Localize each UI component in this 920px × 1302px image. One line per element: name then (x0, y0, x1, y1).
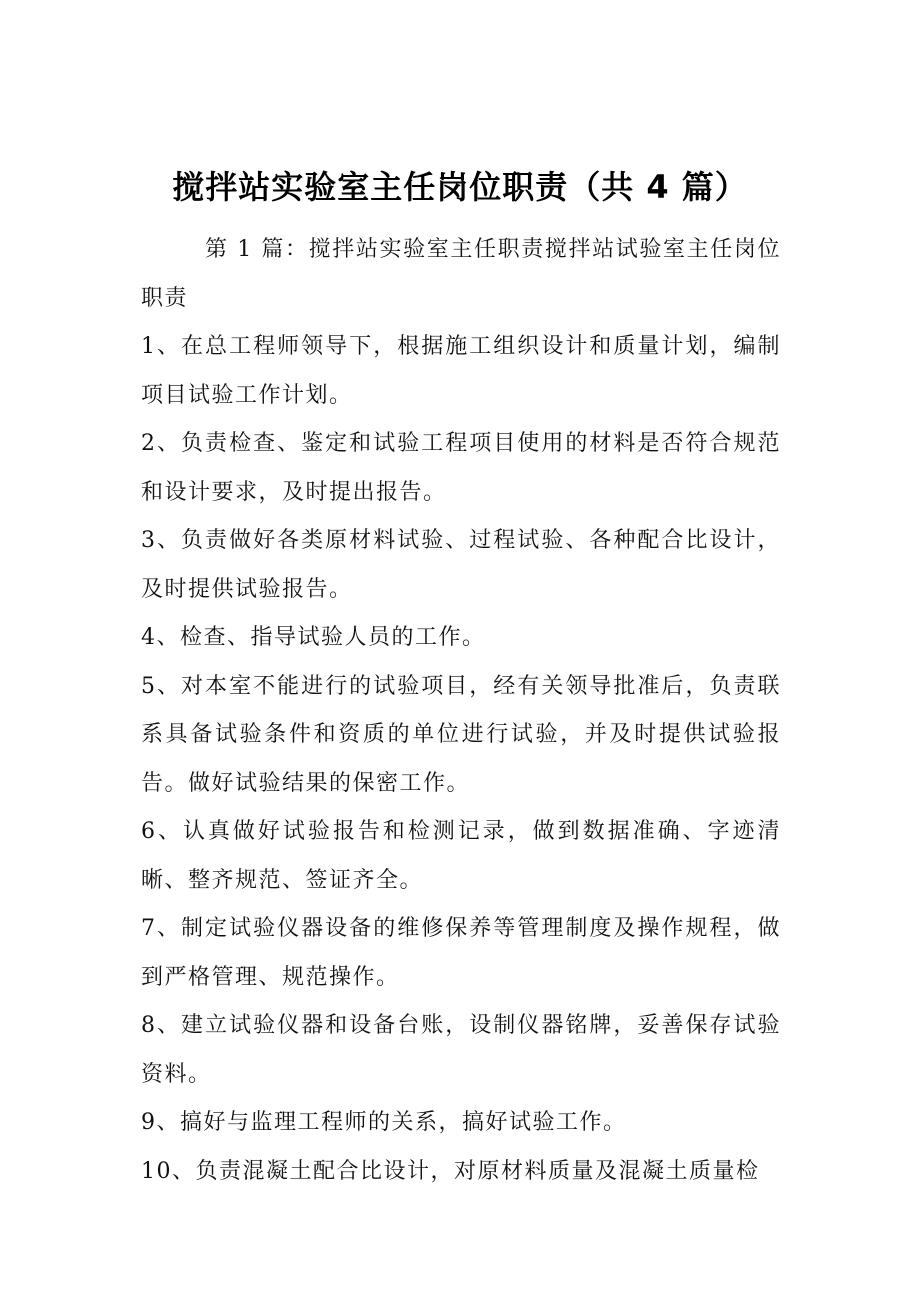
duty-item-10: 10、负责混凝土配合比设计，对原材料质量及混凝土质量检 (141, 1158, 760, 1184)
duty-item-7: 7、制定试验仪器设备的维修保养等管理制度及操作规程，做到严格管理、规范操作。 (141, 916, 781, 990)
duty-item-3: 3、负责做好各类原材料试验、过程试验、各种配合比设计，及时提供试验报告。 (141, 528, 781, 602)
document-title: 搅拌站实验室主任岗位职责（共 4 篇） (172, 168, 748, 207)
duty-item-8: 8、建立试验仪器和设备台账，设制仪器铭牌，妥善保存试验资料。 (141, 1013, 781, 1087)
duty-item-1: 1、在总工程师领导下，根据施工组织设计和质量计划，编制项目试验工作计划。 (141, 334, 781, 408)
duty-item-4: 4、检查、指导试验人员的工作。 (141, 625, 486, 650)
document-body (141, 226, 781, 1196)
duty-item-9: 9、搞好与监理工程师的关系，搞好试验工作。 (141, 1110, 627, 1135)
duty-item-2: 2、负责检查、鉴定和试验工程项目使用的材料是否符合规范和设计要求，及时提出报告。 (141, 431, 781, 505)
duty-item-6: 6、认真做好试验报告和检测记录，做到数据准确、字迹清晰、整齐规范、签证齐全。 (141, 819, 781, 893)
duty-item-5: 5、对本室不能进行的试验项目，经有关领导批准后，负责联系具备试验条件和资质的单位进行试验，并及时提供试验报告。做好试验结果的保密工作。 (141, 673, 781, 796)
section-heading-paragraph: 第 1 篇：搅拌站实验室主任职责搅拌站试验室主任岗位职责 (141, 237, 781, 311)
